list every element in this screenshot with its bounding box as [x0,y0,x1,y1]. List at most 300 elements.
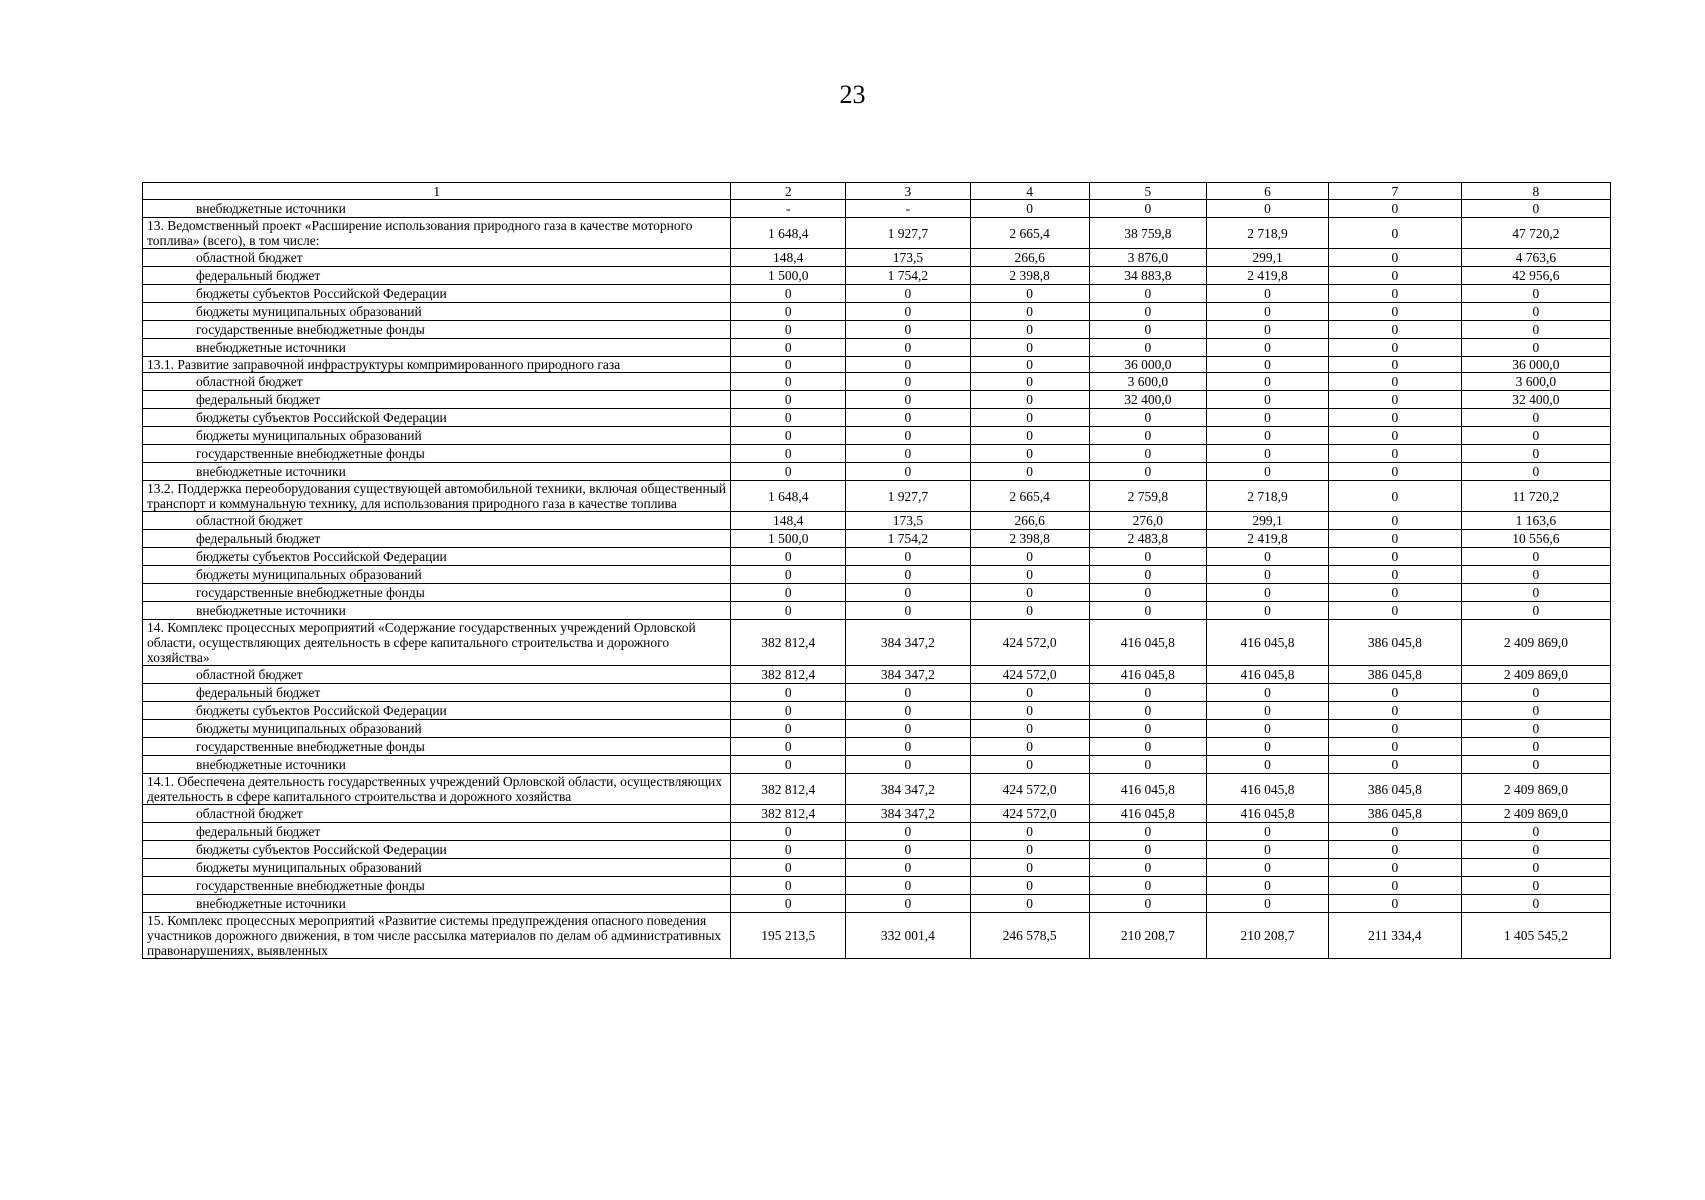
column-number-cell: 3 [846,183,971,200]
amount-cell: 0 [731,823,846,841]
amount-cell: 36 000,0 [1461,357,1610,373]
amount-cell: 416 045,8 [1207,666,1329,684]
amount-cell: 2 409 869,0 [1461,666,1610,684]
funding-source-name-cell: федеральный бюджет [143,391,731,409]
amount-cell: 0 [731,720,846,738]
amount-cell: 0 [1089,566,1207,584]
amount-cell: 1 648,4 [731,481,846,512]
amount-cell: 0 [1328,530,1461,548]
funding-source-name-cell: бюджеты субъектов Российской Федерации [143,409,731,427]
amount-cell: 148,4 [731,249,846,267]
section-title-cell: 14. Комплекс процессных мероприятий «Содержание государственных учреждений Орловской области, осуществляющих деятельность в сфере капитального строительства и дорожного хозяйства» [143,620,731,666]
column-number-cell: 5 [1089,183,1207,200]
amount-cell: 0 [1328,373,1461,391]
amount-cell: 2 398,8 [970,267,1089,285]
section-title-cell: 13. Ведомственный проект «Расширение использования природного газа в качестве моторного топлива» (всего), в том числе: [143,218,731,249]
funding-source-row [143,530,1611,548]
amount-cell: 0 [1089,895,1207,913]
amount-cell: 384 347,2 [846,805,971,823]
amount-cell: 0 [1328,823,1461,841]
amount-cell: 0 [1207,391,1329,409]
amount-cell: 0 [1207,200,1329,218]
amount-cell: 0 [1089,339,1207,357]
amount-cell: 386 045,8 [1328,774,1461,805]
funding-source-row [143,702,1611,720]
amount-cell: 0 [731,445,846,463]
section-title-cell: 13.2. Поддержка переоборудования существующей автомобильной техники, включая общественный транспорт и коммунальную технику, для использования природного газа в качестве топлива [143,481,731,512]
amount-cell: 1 405 545,2 [1461,913,1610,959]
amount-cell: 0 [1328,602,1461,620]
funding-source-row [143,841,1611,859]
amount-cell: 0 [1207,373,1329,391]
amount-cell: 0 [846,684,971,702]
amount-cell: 0 [846,391,971,409]
column-number-cell: 6 [1207,183,1329,200]
amount-cell: 0 [1328,841,1461,859]
amount-cell: 0 [1207,720,1329,738]
amount-cell: 0 [1207,756,1329,774]
amount-cell: 2 483,8 [1089,530,1207,548]
amount-cell: 0 [846,859,971,877]
funding-source-row [143,339,1611,357]
amount-cell: 210 208,7 [1207,913,1329,959]
amount-cell: 4 763,6 [1461,249,1610,267]
funding-source-name-cell: федеральный бюджет [143,530,731,548]
section-title-cell: 13.1. Развитие заправочной инфраструктуры компримированного природного газа [143,357,731,373]
amount-cell: 0 [1328,584,1461,602]
amount-cell: 0 [1089,409,1207,427]
amount-cell: 0 [846,702,971,720]
amount-cell: 0 [1328,200,1461,218]
amount-cell: 0 [970,321,1089,339]
amount-cell: 0 [1207,702,1329,720]
amount-cell: 386 045,8 [1328,620,1461,666]
amount-cell: 0 [1089,841,1207,859]
amount-cell: 299,1 [1207,512,1329,530]
amount-cell: 0 [846,548,971,566]
funding-source-name-cell: государственные внебюджетные фонды [143,738,731,756]
funding-source-row [143,249,1611,267]
amount-cell: 32 400,0 [1089,391,1207,409]
amount-cell: 38 759,8 [1089,218,1207,249]
funding-source-name-cell: бюджеты муниципальных образований [143,566,731,584]
funding-source-row [143,548,1611,566]
amount-cell: 0 [1089,684,1207,702]
funding-source-row [143,895,1611,913]
amount-cell: 2 665,4 [970,481,1089,512]
section-title-cell: 15. Комплекс процессных мероприятий «Развитие системы предупреждения опасного поведения участников дорожного движения, в том числе рассылка материалов по делам об административных правонарушениях, выявленных [143,913,731,959]
amount-cell: 416 045,8 [1207,774,1329,805]
amount-cell: 42 956,6 [1461,267,1610,285]
amount-cell: 1 500,0 [731,530,846,548]
amount-cell: 0 [970,200,1089,218]
amount-cell: 0 [1461,303,1610,321]
amount-cell: 0 [1328,548,1461,566]
amount-cell: 0 [1089,738,1207,756]
section-row [143,218,1611,249]
amount-cell: 3 600,0 [1089,373,1207,391]
amount-cell: 0 [1328,409,1461,427]
amount-cell: 0 [1328,720,1461,738]
amount-cell: 0 [846,756,971,774]
funding-source-name-cell: бюджеты муниципальных образований [143,303,731,321]
amount-cell: 0 [846,877,971,895]
amount-cell: 386 045,8 [1328,805,1461,823]
funding-source-name-cell: внебюджетные источники [143,463,731,481]
amount-cell: 0 [1328,427,1461,445]
amount-cell: 1 927,7 [846,481,971,512]
column-number-cell: 1 [143,183,731,200]
amount-cell: 0 [1089,584,1207,602]
amount-cell: 0 [731,303,846,321]
amount-cell: 0 [1207,584,1329,602]
amount-cell: 0 [1328,859,1461,877]
amount-cell: 0 [970,566,1089,584]
amount-cell: 424 572,0 [970,774,1089,805]
amount-cell: 211 334,4 [1328,913,1461,959]
amount-cell: 0 [731,602,846,620]
amount-cell: 0 [1461,756,1610,774]
funding-source-name-cell: внебюджетные источники [143,339,731,357]
funding-source-row [143,200,1611,218]
amount-cell: 1 754,2 [846,267,971,285]
amount-cell: 0 [1207,409,1329,427]
funding-source-name-cell: внебюджетные источники [143,895,731,913]
amount-cell: 0 [970,548,1089,566]
amount-cell: 0 [1328,218,1461,249]
amount-cell: 0 [1461,200,1610,218]
amount-cell: 0 [970,373,1089,391]
amount-cell: 0 [1089,823,1207,841]
amount-cell: 0 [731,391,846,409]
funding-source-row [143,666,1611,684]
amount-cell: 416 045,8 [1089,805,1207,823]
table-body [143,183,1611,959]
amount-cell: 0 [970,409,1089,427]
funding-source-row [143,267,1611,285]
amount-cell: 0 [1207,859,1329,877]
amount-cell: 0 [1461,702,1610,720]
amount-cell: 0 [1461,720,1610,738]
amount-cell: 0 [1207,445,1329,463]
amount-cell: 2 718,9 [1207,218,1329,249]
amount-cell: 0 [970,702,1089,720]
amount-cell: 0 [1461,895,1610,913]
column-number-cell: 4 [970,183,1089,200]
amount-cell: 332 001,4 [846,913,971,959]
amount-cell: 0 [970,895,1089,913]
amount-cell: 0 [731,895,846,913]
amount-cell: 0 [846,427,971,445]
funding-source-name-cell: бюджеты субъектов Российской Федерации [143,285,731,303]
amount-cell: 0 [970,823,1089,841]
amount-cell: 0 [970,285,1089,303]
amount-cell: 0 [1461,463,1610,481]
amount-cell: 0 [1461,321,1610,339]
funding-source-row [143,684,1611,702]
section-row [143,913,1611,959]
funding-source-name-cell: областной бюджет [143,805,731,823]
amount-cell: 0 [1207,602,1329,620]
amount-cell: 0 [1461,877,1610,895]
amount-cell: 0 [846,339,971,357]
amount-cell: 0 [1461,566,1610,584]
amount-cell: 0 [970,738,1089,756]
amount-cell: 299,1 [1207,249,1329,267]
amount-cell: 0 [731,738,846,756]
amount-cell: 0 [1089,427,1207,445]
funding-source-row [143,512,1611,530]
amount-cell: 0 [1089,463,1207,481]
amount-cell: 0 [970,602,1089,620]
amount-cell: 382 812,4 [731,774,846,805]
amount-cell: 0 [731,859,846,877]
funding-source-row [143,859,1611,877]
amount-cell: 0 [1328,357,1461,373]
amount-cell: 0 [731,427,846,445]
amount-cell: 0 [1207,303,1329,321]
amount-cell: 0 [731,702,846,720]
amount-cell: 0 [731,409,846,427]
funding-source-name-cell: областной бюджет [143,666,731,684]
amount-cell: 0 [1328,877,1461,895]
amount-cell: 0 [846,357,971,373]
amount-cell: 0 [970,684,1089,702]
amount-cell: 0 [1461,445,1610,463]
amount-cell: 0 [1461,841,1610,859]
section-row [143,774,1611,805]
amount-cell: 0 [1328,512,1461,530]
amount-cell: 0 [846,303,971,321]
funding-source-name-cell: бюджеты муниципальных образований [143,720,731,738]
funding-source-name-cell: государственные внебюджетные фонды [143,321,731,339]
amount-cell: 0 [1461,548,1610,566]
amount-cell: 0 [1089,877,1207,895]
amount-cell: 0 [1461,684,1610,702]
funding-source-name-cell: областной бюджет [143,249,731,267]
amount-cell: 1 927,7 [846,218,971,249]
funding-source-name-cell: внебюджетные источники [143,200,731,218]
amount-cell: 0 [846,602,971,620]
amount-cell: 0 [1089,285,1207,303]
amount-cell: 1 500,0 [731,267,846,285]
column-number-row [143,183,1611,200]
funding-source-name-cell: внебюджетные источники [143,602,731,620]
amount-cell: 0 [1461,738,1610,756]
funding-source-name-cell: государственные внебюджетные фонды [143,877,731,895]
funding-source-row [143,805,1611,823]
amount-cell: 0 [1461,602,1610,620]
amount-cell: 0 [1328,285,1461,303]
amount-cell: 10 556,6 [1461,530,1610,548]
funding-source-name-cell: государственные внебюджетные фонды [143,445,731,463]
amount-cell: 0 [731,548,846,566]
funding-source-name-cell: областной бюджет [143,373,731,391]
funding-source-name-cell: федеральный бюджет [143,267,731,285]
funding-source-row [143,738,1611,756]
amount-cell: 1 163,6 [1461,512,1610,530]
amount-cell: 0 [846,445,971,463]
amount-cell: 0 [731,285,846,303]
funding-source-row [143,756,1611,774]
amount-cell: 0 [1207,548,1329,566]
amount-cell: 416 045,8 [1207,805,1329,823]
amount-cell: 384 347,2 [846,620,971,666]
amount-cell: 0 [1207,321,1329,339]
amount-cell: 0 [1461,584,1610,602]
amount-cell: 0 [1207,566,1329,584]
amount-cell: 2 718,9 [1207,481,1329,512]
funding-source-row [143,285,1611,303]
amount-cell: 0 [970,877,1089,895]
amount-cell: 195 213,5 [731,913,846,959]
amount-cell: 0 [846,373,971,391]
amount-cell: 0 [731,877,846,895]
amount-cell: 148,4 [731,512,846,530]
amount-cell: 0 [1461,285,1610,303]
amount-cell: 382 812,4 [731,666,846,684]
funding-source-name-cell: бюджеты субъектов Российской Федерации [143,702,731,720]
amount-cell: 416 045,8 [1207,620,1329,666]
amount-cell: 0 [1328,702,1461,720]
amount-cell: 0 [1328,895,1461,913]
amount-cell: 0 [1089,303,1207,321]
amount-cell: 0 [731,357,846,373]
amount-cell: 1 648,4 [731,218,846,249]
amount-cell: 0 [1328,249,1461,267]
section-row [143,620,1611,666]
amount-cell: 0 [731,373,846,391]
amount-cell: 0 [970,859,1089,877]
amount-cell: - [731,200,846,218]
funding-source-row [143,566,1611,584]
amount-cell: 0 [970,445,1089,463]
funding-source-name-cell: федеральный бюджет [143,684,731,702]
amount-cell: 0 [731,841,846,859]
budget-table [142,182,1611,959]
amount-cell: 0 [1207,895,1329,913]
amount-cell: 0 [1328,756,1461,774]
amount-cell: 0 [731,684,846,702]
funding-source-name-cell: бюджеты субъектов Российской Федерации [143,548,731,566]
amount-cell: 0 [1328,267,1461,285]
funding-source-name-cell: бюджеты муниципальных образований [143,859,731,877]
amount-cell: 0 [1207,427,1329,445]
amount-cell: 210 208,7 [1089,913,1207,959]
amount-cell: 0 [1207,738,1329,756]
amount-cell: 424 572,0 [970,620,1089,666]
amount-cell: 0 [1461,823,1610,841]
amount-cell: 276,0 [1089,512,1207,530]
amount-cell: 0 [1328,303,1461,321]
amount-cell: 0 [846,823,971,841]
amount-cell: 2 419,8 [1207,530,1329,548]
amount-cell: 0 [1207,823,1329,841]
funding-source-row [143,584,1611,602]
amount-cell: 173,5 [846,249,971,267]
amount-cell: 2 419,8 [1207,267,1329,285]
funding-source-row [143,463,1611,481]
amount-cell: 36 000,0 [1089,357,1207,373]
column-number-cell: 7 [1328,183,1461,200]
amount-cell: 173,5 [846,512,971,530]
amount-cell: 0 [1207,339,1329,357]
amount-cell: 0 [846,720,971,738]
funding-source-name-cell: федеральный бюджет [143,823,731,841]
amount-cell: 266,6 [970,512,1089,530]
funding-source-row [143,877,1611,895]
amount-cell: 416 045,8 [1089,666,1207,684]
funding-source-row [143,391,1611,409]
amount-cell: 0 [1207,841,1329,859]
page-number: 23 [839,80,866,109]
funding-source-row [143,445,1611,463]
amount-cell: 0 [1461,409,1610,427]
amount-cell: 0 [1207,285,1329,303]
amount-cell: 0 [1461,427,1610,445]
amount-cell: 0 [846,566,971,584]
amount-cell: 0 [731,339,846,357]
amount-cell: 0 [1089,321,1207,339]
amount-cell: 382 812,4 [731,620,846,666]
amount-cell: 0 [846,285,971,303]
amount-cell: 0 [1328,481,1461,512]
section-title-cell: 14.1. Обеспечена деятельность государственных учреждений Орловской области, осуществляющих деятельность в сфере капитального строительства и дорожного хозяйства [143,774,731,805]
amount-cell: 0 [970,720,1089,738]
amount-cell: 0 [1328,684,1461,702]
amount-cell: 0 [1461,859,1610,877]
amount-cell: 424 572,0 [970,666,1089,684]
amount-cell: 2 759,8 [1089,481,1207,512]
funding-source-row [143,373,1611,391]
funding-source-name-cell: областной бюджет [143,512,731,530]
amount-cell: 384 347,2 [846,666,971,684]
amount-cell: 2 409 869,0 [1461,620,1610,666]
amount-cell: 0 [1461,339,1610,357]
amount-cell: 386 045,8 [1328,666,1461,684]
section-row [143,481,1611,512]
amount-cell: 0 [1328,391,1461,409]
amount-cell: 0 [1328,463,1461,481]
amount-cell: 424 572,0 [970,805,1089,823]
amount-cell: 1 754,2 [846,530,971,548]
amount-cell: 0 [1328,339,1461,357]
amount-cell: 2 398,8 [970,530,1089,548]
amount-cell: - [846,200,971,218]
amount-cell: 32 400,0 [1461,391,1610,409]
amount-cell: 0 [731,756,846,774]
amount-cell: 0 [970,841,1089,859]
funding-source-name-cell: бюджеты муниципальных образований [143,427,731,445]
section-row [143,357,1611,373]
amount-cell: 0 [846,584,971,602]
amount-cell: 2 409 869,0 [1461,774,1610,805]
amount-cell: 382 812,4 [731,805,846,823]
funding-source-row [143,303,1611,321]
amount-cell: 34 883,8 [1089,267,1207,285]
funding-source-row [143,720,1611,738]
amount-cell: 3 600,0 [1461,373,1610,391]
amount-cell: 416 045,8 [1089,620,1207,666]
amount-cell: 0 [970,427,1089,445]
funding-source-name-cell: бюджеты субъектов Российской Федерации [143,841,731,859]
column-number-cell: 2 [731,183,846,200]
amount-cell: 0 [1089,445,1207,463]
funding-source-name-cell: внебюджетные источники [143,756,731,774]
amount-cell: 0 [1089,548,1207,566]
funding-source-row [143,602,1611,620]
amount-cell: 0 [1207,877,1329,895]
